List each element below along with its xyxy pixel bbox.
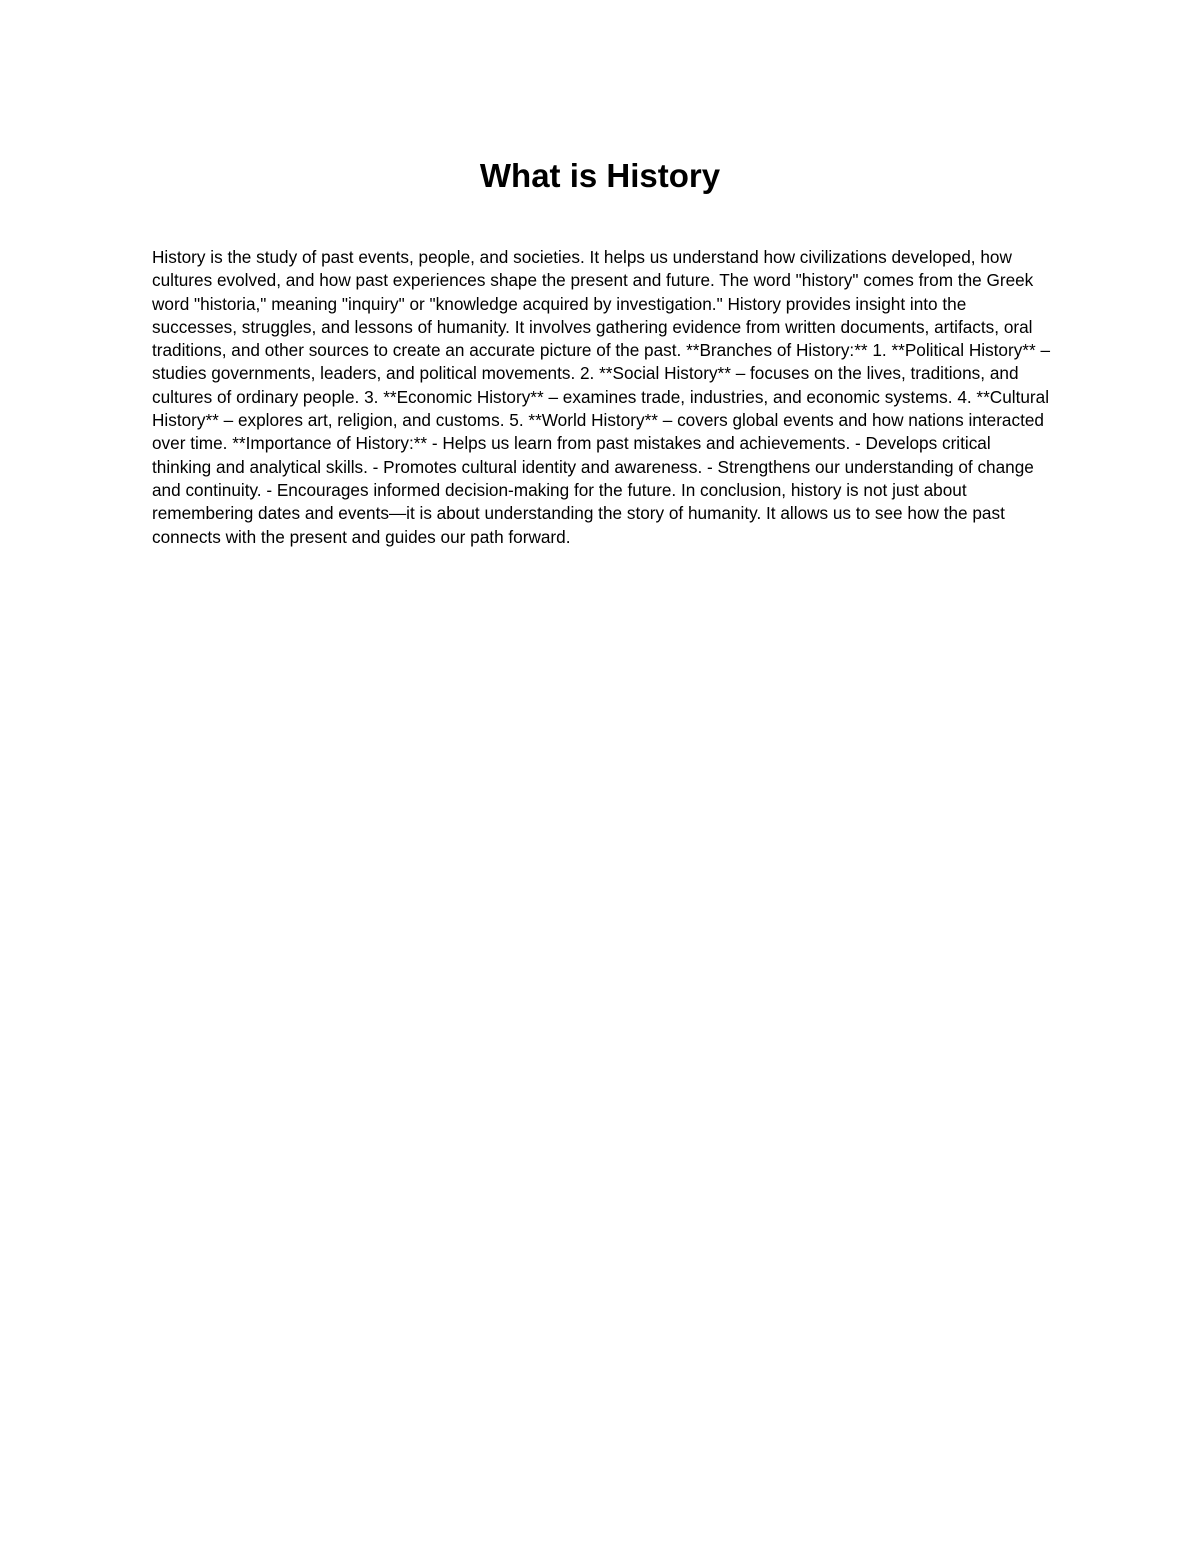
document-title: What is History xyxy=(479,157,721,194)
document-body-paragraph: History is the study of past events, people, and societies. It helps us understand how civilizations developed, how cultures evolved, and how past experiences shape the present and future. The word "history" comes from the Greek word "historia," meaning "inquiry" or "knowledge acquired by investigation." History provides insight into the successes, struggles, and lessons of humanity. It involves gathering evidence from written documents, artifacts, oral traditions, and other sources to create an accurate picture of the past. **Branches of History:** 1. **Political History** – studies governments, leaders, and political movements. 2. **Social History** – focuses on the lives, traditions, and cultures of ordinary people. 3. **Economic History** – examines trade, industries, and economic systems. 4. **Cultural History** – explores art, religion, and customs. 5. **World History** – covers global events and how nations interacted over time. **Importance of History:** - Helps us learn from past mistakes and achievements. - Develops critical thinking and analytical skills. - Promotes cultural identity and awareness. - Strengthens our understanding of change and continuity. - Encourages informed decision-making for the future. In conclusion, history is not just about remembering dates and events—it is about understanding the story of humanity. It allows us to see how the past connects with the present and guides our path forward. xyxy=(152,247,1051,547)
